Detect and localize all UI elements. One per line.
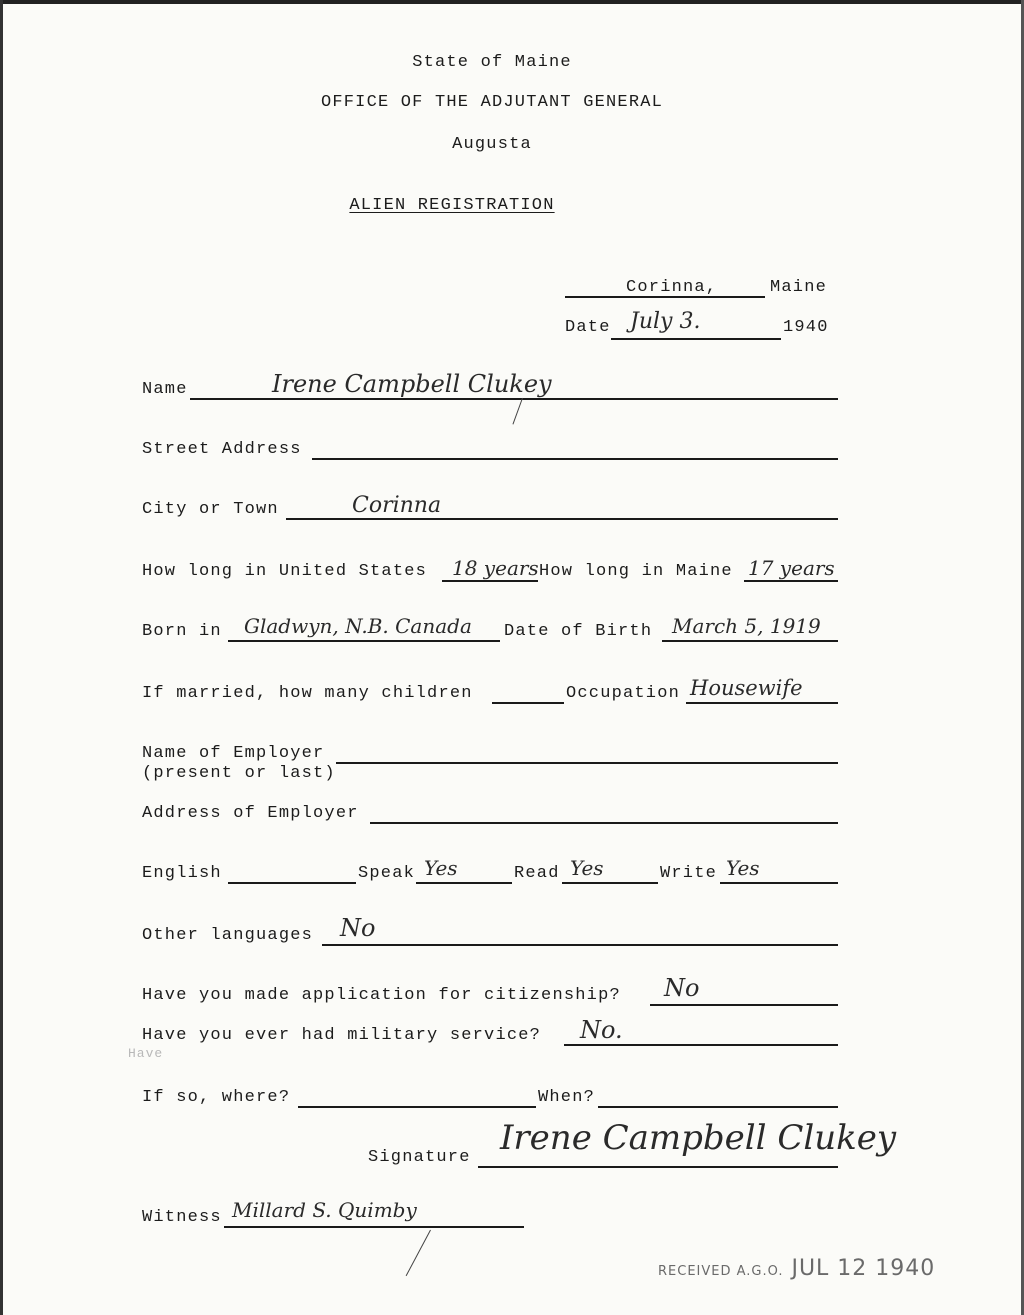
other-lang-line — [322, 944, 838, 946]
married-label: If married, how many children — [142, 684, 473, 703]
dob-value: March 5, 1919 — [672, 614, 821, 638]
city-label: City or Town — [142, 500, 279, 519]
form-title: ALIEN REGISTRATION — [349, 196, 555, 215]
faint-smudge-text: Have — [128, 1046, 164, 1061]
employer-addr-line — [370, 822, 838, 824]
us-value: 18 years — [452, 556, 539, 580]
witness-value: Millard S. Quimby — [232, 1198, 417, 1222]
pen-stroke-mark — [406, 1230, 431, 1276]
when-line — [598, 1106, 838, 1108]
read-value: Yes — [570, 856, 604, 880]
employer-label: Name of Employer — [142, 744, 325, 763]
header-office: OFFICE OF THE ADJUTANT GENERAL — [320, 93, 664, 112]
name-line — [190, 398, 838, 400]
scan-edge-left — [0, 0, 3, 1315]
city-value: Corinna — [352, 493, 442, 518]
witness-label: Witness — [142, 1208, 222, 1227]
maine-value: 17 years — [748, 556, 835, 580]
date-handwritten: July 3. — [630, 309, 701, 334]
write-value: Yes — [726, 856, 760, 880]
citizenship-label: Have you made application for citizenship? — [142, 986, 621, 1005]
employer-line — [336, 762, 838, 764]
when-label: When? — [538, 1088, 596, 1107]
maine-line — [744, 580, 838, 582]
us-line — [442, 580, 538, 582]
other-lang-label: Other languages — [142, 926, 314, 945]
received-stamp-date: JUL 12 1940 — [791, 1256, 936, 1281]
street-label: Street Address — [142, 440, 302, 459]
street-line — [312, 458, 838, 460]
employer-addr-label: Address of Employer — [142, 804, 359, 823]
name-value: Irene Campbell Clukey — [272, 370, 552, 398]
citizenship-line — [650, 1004, 838, 1006]
english-line — [228, 882, 356, 884]
witness-line — [224, 1226, 524, 1228]
state-label: Maine — [770, 278, 828, 297]
signature-line — [478, 1166, 838, 1168]
pen-stroke-mark-name — [512, 398, 523, 425]
born-value: Gladwyn, N.B. Canada — [244, 614, 472, 638]
occupation-label: Occupation — [566, 684, 681, 703]
dob-label: Date of Birth — [504, 622, 653, 641]
write-label: Write — [660, 864, 718, 883]
date-year: 1940 — [783, 318, 829, 337]
us-label: How long in United States — [142, 562, 428, 581]
speak-value: Yes — [424, 856, 458, 880]
write-line — [720, 882, 838, 884]
dob-line — [662, 640, 838, 642]
speak-label: Speak — [358, 864, 416, 883]
read-line — [562, 882, 658, 884]
military-value: No. — [580, 1016, 623, 1044]
other-lang-value: No — [340, 914, 376, 942]
name-label: Name — [142, 380, 188, 399]
where-line — [298, 1106, 536, 1108]
born-label: Born in — [142, 622, 222, 641]
received-stamp-label: RECEIVED A.G.O. — [658, 1264, 784, 1279]
occupation-line — [686, 702, 838, 704]
read-label: Read — [514, 864, 560, 883]
scan-edge-top — [0, 0, 1024, 4]
city-line — [286, 518, 838, 520]
header-city: Augusta — [452, 135, 532, 154]
born-line — [228, 640, 500, 642]
date-line — [611, 338, 781, 340]
military-label: Have you ever had military service? — [142, 1026, 542, 1045]
where-label: If so, where? — [142, 1088, 291, 1107]
date-label: Date — [565, 318, 611, 337]
occupation-value: Housewife — [690, 676, 803, 700]
english-label: English — [142, 864, 222, 883]
received-stamp — [658, 1256, 935, 1281]
town-value: Corinna, — [626, 278, 718, 297]
header-state: State of Maine — [412, 53, 572, 72]
married-line — [492, 702, 564, 704]
signature-label: Signature — [368, 1148, 471, 1167]
speak-line — [416, 882, 512, 884]
maine-label: How long in Maine — [539, 562, 733, 581]
citizenship-value: No — [664, 974, 700, 1002]
military-line — [564, 1044, 838, 1046]
employer-sub-label: (present or last) — [142, 764, 336, 783]
signature-value: Irene Campbell Clukey — [500, 1118, 897, 1158]
